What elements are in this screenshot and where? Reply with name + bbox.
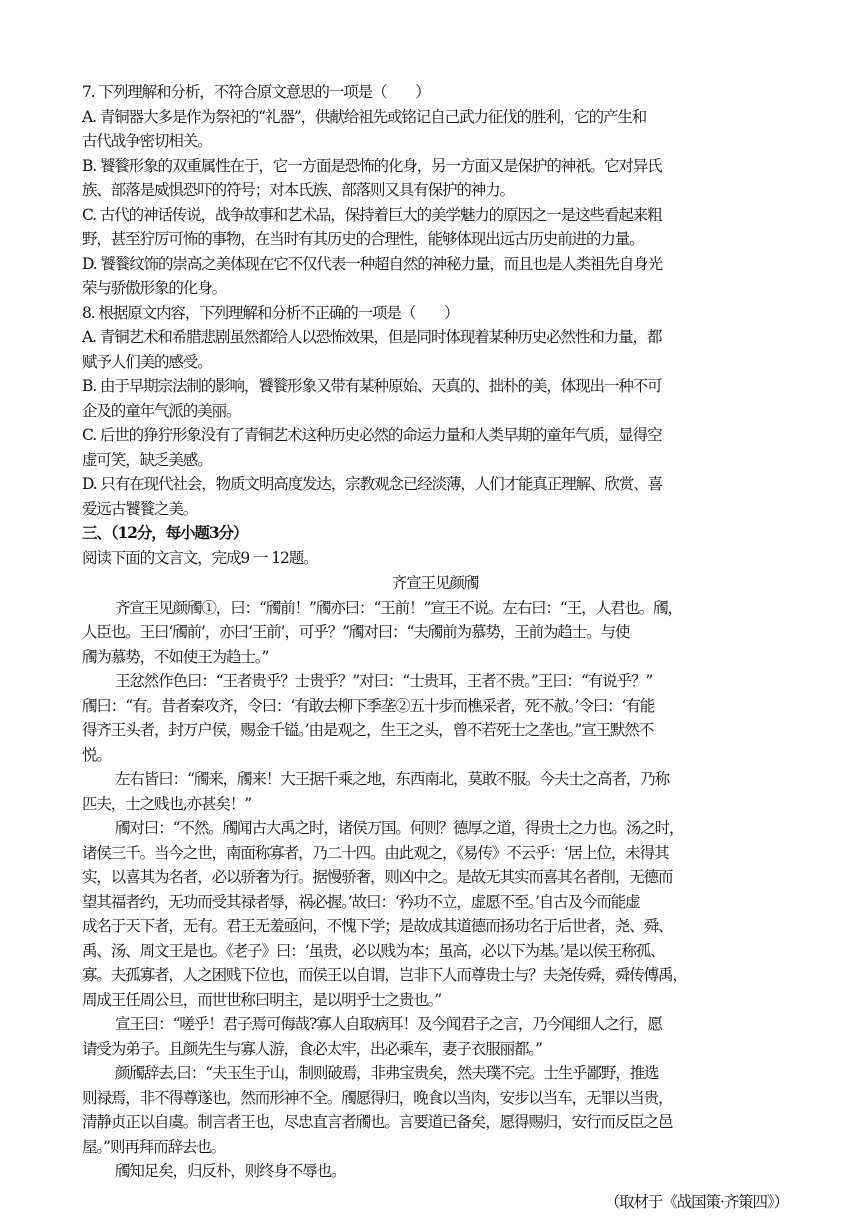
- question-7-option-a: A. 青铜器大多是作为祭祀的“礼器”，供献给祖先或铭记自己武力征伐的胜利，它的产生和: [82, 107, 647, 126]
- instruction: 阅读下面的文言文，完成9 一 12题。: [82, 548, 318, 567]
- question-7-option-c: C. 古代的神话传说，战争故事和艺术品，保持着巨大的美学魅力的原因之一是这些看起来粗: [82, 205, 662, 224]
- question-8-option-b: B. 由于早期宗法制的影响，饕餮形象又带有某种原始、天真的、拙朴的美，体现出一种不可: [82, 377, 662, 395]
- passage-line: 齐宣王见颜斶①，曰：“斶前！”斶亦曰：“王前！”宣王不说。左右曰：“王，人君也。斶，: [115, 598, 682, 617]
- question-8-option-a-cont: 赋予人们美的感受。: [82, 352, 212, 371]
- question-7-option-d-cont: 荣与骄傲形象的化身。: [82, 279, 227, 297]
- passage-line: 斶对曰：“不然。斶闻古大禹之时，诸侯万国。何则？德厚之道，得贵士之力也。汤之时，: [115, 819, 684, 837]
- question-7-option-c-cont: 野，甚至狞厉可怖的事物，在当时有其历史的合理性，能够体现出远古历史前进的力量。: [82, 230, 644, 248]
- passage-line: 悦。: [82, 745, 111, 764]
- passage-line: 斶为慕势，不如使王为趋士。”: [82, 647, 269, 666]
- question-8-stem: 8. 根据原文内容，下列理解和分析不正确的一项是（ ）: [82, 303, 459, 322]
- passage-line: 斶知足矣，归反朴，则终身不辱也。: [115, 1162, 346, 1180]
- passage-line: 禹、汤、周文王是也。《老子》曰：‘虽贵，必以贱为本；虽高，必以下为基。’是以侯王称孤、: [82, 941, 665, 960]
- passage-line: 斶曰：“有。昔者秦攻齐，令曰：‘有敢去柳下季垄②五十步而樵采者，死不赦。’令曰：‘有能: [82, 696, 655, 715]
- exam-page: [82, 80, 788, 1214]
- passage-line: 诸侯三千。当今之世，南面称寡者，乃二十四。由此观之，《易传》不云乎：‘居上位，未得其: [82, 843, 669, 862]
- question-7-option-b: B. 饕餮形象的双重属性在于，它一方面是恐怖的化身，另一方面又是保护的神祇。它对异氏: [82, 156, 662, 175]
- question-8-option-c-cont: 虚可笑，缺乏美感。: [82, 450, 212, 469]
- passage-line: 左右皆曰：“斶来，斶来！大王据千乘之地，东西南北，莫敢不服。今夫士之高者，乃称: [115, 770, 670, 788]
- question-8-option-b-cont: 企及的童年气派的美丽。: [82, 401, 241, 420]
- passage-line: 则禄焉，非不得尊遂也，然而形神不全。斶愿得归，晚食以当肉，安步以当车，无罪以当贵，: [82, 1088, 673, 1107]
- question-8-option-a: A. 青铜艺术和希腊悲剧虽然都给人以恐怖效果，但是同时体现着某种历史必然性和力量，都: [82, 328, 662, 346]
- passage-line: 成名于天下者，无有。君王无羞亟问，不愧下学；是故成其道德而扬功名于后世者，尧、舜、: [82, 917, 673, 935]
- section-heading: 三、（12分，每小题3分）: [82, 523, 248, 542]
- passage-line: 王忿然作色曰：“王者贵乎？士贵乎？”对曰：“士贵耳，王者不贵。”王曰：“有说乎？”: [115, 672, 653, 690]
- question-8-option-d: D. 只有在现代社会，物质文明高度发达，宗教观念已经淡薄，人们才能真正理解、欣赏、喜: [82, 475, 663, 493]
- passage-line: 实，以喜其为名者，必以骄奢为行。据慢骄奢，则凶中之。是故无其实而喜其名者削，无德而: [82, 868, 673, 886]
- passage-line: 请受为弟子。且颜先生与寡人游，食必太牢，出必乘车，妻子衣服丽都。”: [82, 1039, 542, 1058]
- passage-line: 寡。夫孤寡者，人之困贱下位也，而侯王以自谓，岂非下人而尊贵士与？夫尧传舜，舜传傅禹，: [82, 966, 687, 984]
- source-citation: （取材于《战国策·齐策四》）: [604, 1192, 788, 1211]
- question-7-option-a-cont: 古代战争密切相关。: [82, 132, 212, 150]
- passage-line: 周成王任周公旦，而世世称曰明主，是以明乎士之贵也。”: [82, 990, 442, 1009]
- passage-line: 望其福者约，无功而受其禄者辱，祸必握。’故曰：‘矜功不立，虚愿不至。’自古及今而能虚: [82, 892, 640, 911]
- question-8-option-d-cont: 爱远古饕餮之美。: [82, 499, 198, 518]
- question-7-stem: 7. 下列理解和分析，不符合原文意思的一项是（ ）: [82, 83, 430, 101]
- passage-line: 人臣也。王曰‘斶前’，亦曰‘王前’，可乎？”斶对曰：“夫斶前为慕势，王前为趋士。与使: [82, 623, 630, 641]
- passage-line: 得齐王头者，封万户侯，赐金千镒。’由是观之，生王之头，曾不若死士之垄也。”宣王默然不: [82, 721, 654, 739]
- question-7-option-b-cont: 族、部落是威惧恐吓的符号；对本氏族、部落则又具有保护的神力。: [82, 181, 515, 199]
- passage-line: 屋。”则再拜而辞去也。: [82, 1137, 226, 1156]
- passage-line: 宣王曰：“嗟乎！君子焉可侮哉?寡人自取病耳！及今闻君子之言，乃今闻细人之行，愿: [115, 1015, 662, 1033]
- passage-line: 匹夫，士之贱也,亦甚矣！”: [82, 794, 252, 813]
- question-8-option-c: C. 后世的狰狞形象没有了青铜艺术这种历史必然的命运力量和人类早期的童年气质，显得空: [82, 426, 662, 444]
- passage-line: 清静贞正以自虞。制言者王也，尽忠直言者斶也。言要道已备矣，愿得赐归，安行而反臣之邑: [82, 1113, 673, 1131]
- question-7-option-d: D. 饕餮纹饰的崇高之美体现在它不仅代表一种超自然的神秘力量，而且也是人类祖先自身光: [82, 254, 663, 273]
- passage-line: 颜斶辞去,曰：“夫玉生于山，制则破焉，非弗宝贵矣，然夫璞不完。士生乎鄙野，推选: [115, 1064, 659, 1082]
- passage-title: 齐宣王见颜斶: [391, 574, 479, 592]
